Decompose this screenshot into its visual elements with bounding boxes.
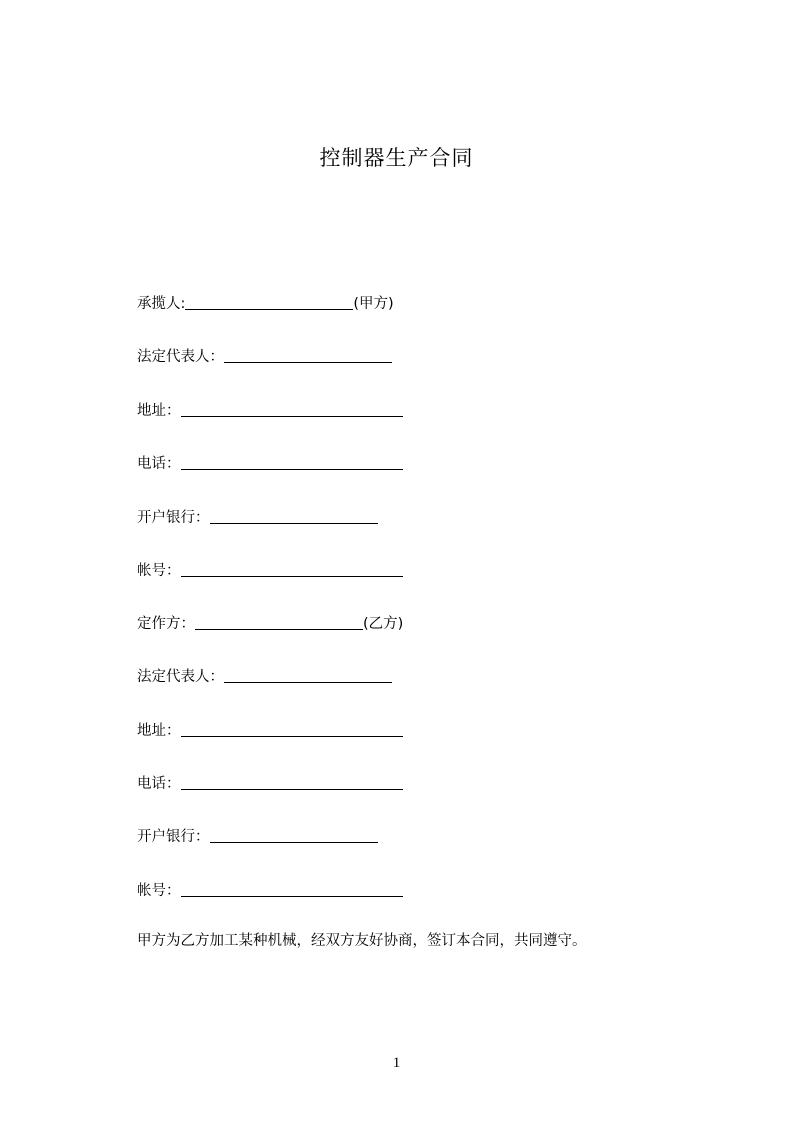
party-b-rep-line bbox=[137, 664, 392, 687]
party-a-account-blank[interactable] bbox=[181, 560, 403, 577]
party-a-account-label: 帐号： bbox=[137, 563, 181, 579]
intro-paragraph: 甲方为乙方加工某种机械，经双方友好协商，签订本合同，共同遵守。 bbox=[137, 933, 587, 949]
party-b-bank-blank[interactable] bbox=[210, 826, 378, 843]
party-b-rep-label: 法定代表人： bbox=[137, 669, 224, 685]
document-title: 控制器生产合同 bbox=[319, 146, 474, 170]
contractor-suffix: (甲方) bbox=[353, 296, 394, 312]
party-a-phone-line bbox=[137, 451, 403, 474]
orderer-blank[interactable] bbox=[195, 613, 363, 630]
page-number: 1 bbox=[392, 1055, 401, 1071]
party-b-phone-label: 电话： bbox=[137, 776, 181, 792]
contractor-line bbox=[137, 291, 394, 314]
party-b-address-line bbox=[137, 718, 403, 741]
party-a-rep-line bbox=[137, 344, 392, 367]
party-a-rep-blank[interactable] bbox=[224, 346, 392, 363]
orderer-suffix: (乙方) bbox=[363, 616, 404, 632]
party-a-account-line bbox=[137, 558, 403, 581]
party-a-bank-line bbox=[137, 505, 378, 528]
party-b-address-blank[interactable] bbox=[181, 720, 403, 737]
party-a-address-line bbox=[137, 398, 403, 421]
party-b-phone-blank[interactable] bbox=[181, 773, 403, 790]
contractor-blank[interactable] bbox=[185, 293, 353, 310]
orderer-line bbox=[137, 611, 403, 634]
party-a-phone-blank[interactable] bbox=[181, 453, 403, 470]
orderer-label: 定作方： bbox=[137, 616, 195, 632]
party-a-address-blank[interactable] bbox=[181, 400, 403, 417]
party-b-bank-label: 开户银行： bbox=[137, 829, 210, 845]
party-a-address-label: 地址： bbox=[137, 403, 181, 419]
party-b-rep-blank[interactable] bbox=[224, 666, 392, 683]
party-b-address-label: 地址： bbox=[137, 723, 181, 739]
party-b-phone-line bbox=[137, 771, 403, 794]
party-b-bank-line bbox=[137, 824, 378, 847]
party-a-bank-blank[interactable] bbox=[210, 507, 378, 524]
party-b-account-line bbox=[137, 878, 403, 901]
party-a-bank-label: 开户银行： bbox=[137, 510, 210, 526]
party-b-account-label: 帐号： bbox=[137, 883, 181, 899]
party-a-phone-label: 电话： bbox=[137, 456, 181, 472]
party-b-account-blank[interactable] bbox=[181, 880, 403, 897]
party-a-rep-label: 法定代表人： bbox=[137, 349, 224, 365]
contractor-label: 承揽人: bbox=[137, 296, 186, 312]
